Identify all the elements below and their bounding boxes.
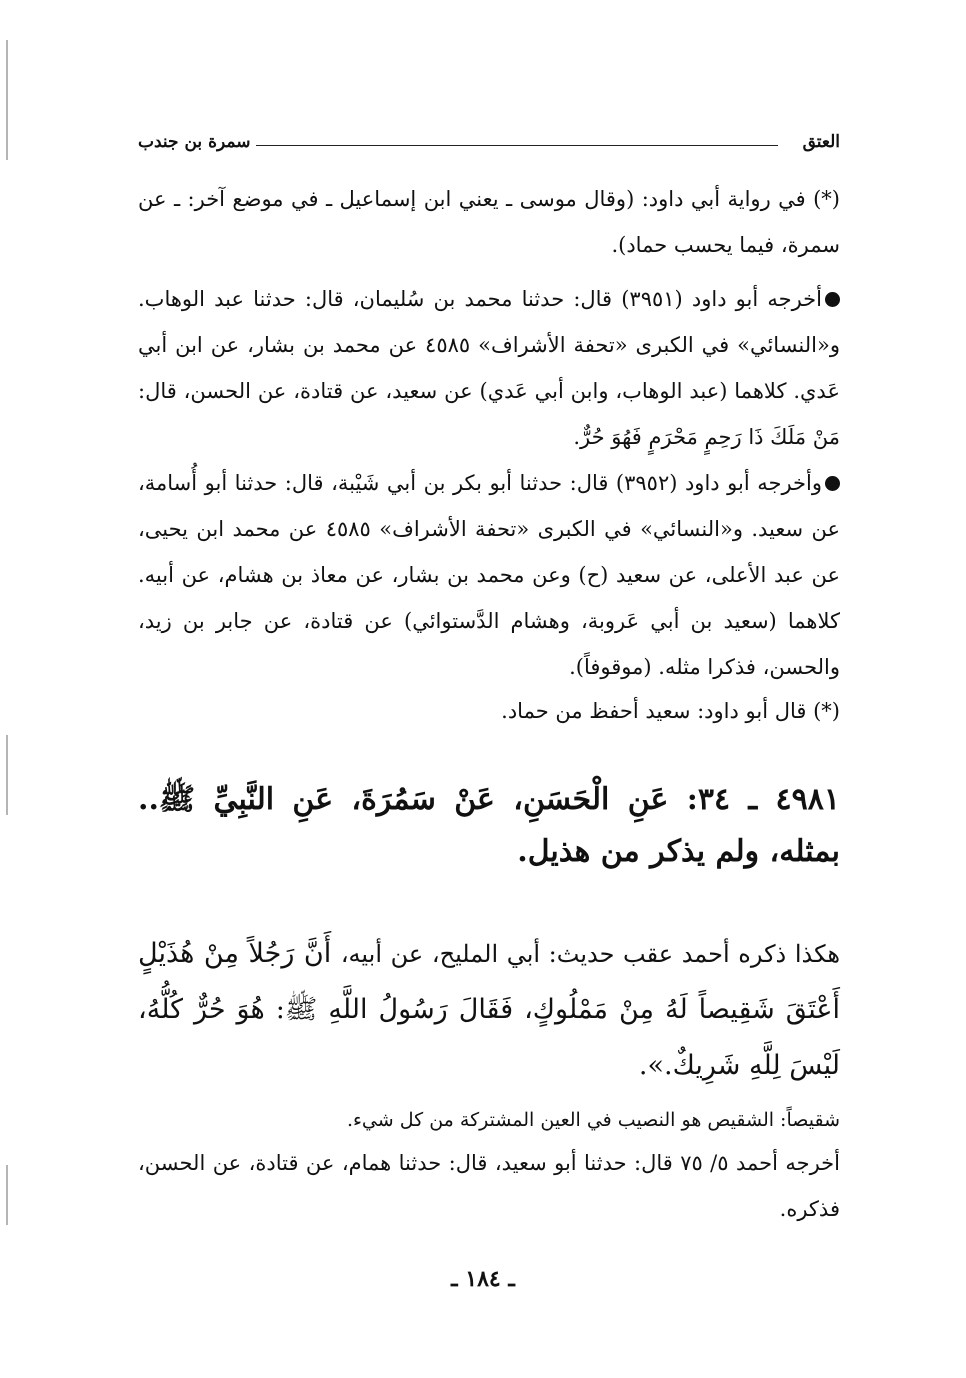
hadith-heading-text: ٤٩٨١ ـ ٣٤: عَنِ الْحَسَنِ، عَنْ سَمُرَةَ، عَنِ النَّبِيِّ ﷺ.. بمثله، ولم يذكر من هذيل.: [138, 782, 840, 869]
takhrij-text-1: أخرجه أبو داود (٣٩٥١) قال: حدثنا محمد بن سُليمان، قال: حدثنا عبد الوهاب. و«النسائي» في الكبرى «تحفة الأشراف» ٤٥٨٥ عن محمد بن بشار، عن ابن أبي عَدي. كلاهما (عبد الوهاب، وابن أبي عَدي) عن سعيد، عن قتادة، عن الحسن، قال: مَنْ مَلَكَ ذَا رَحِمٍ مَحْرَمٍ فَهُوَ حُرٌّ.: [138, 287, 840, 449]
section-title: سمرة بن جندب: [138, 132, 251, 152]
gloss-note: [138, 1098, 840, 1142]
hadith-body: [138, 926, 840, 1094]
takhrij-text-2: وأخرجه أبو داود (٣٩٥٢) قال: حدثنا أبو بكر بن أبي شَيْبة، قال: حدثنا أبو أُسامة، عن سعيد. و«النسائي» في الكبرى «تحفة الأشراف» ٤٥٨٥ عن محمد ابن يحيى، عن عبد الأعلى، عن سعيد (ح) وعن محمد بن بشار، عن معاذ بن هشام، عن أبيه. كلاهما (سعيد بن أبي عَروبة، وهشام الدَّستوائي) عن قتادة، عن جابر بن زيد، والحسن، فذكرا مثله. (موقوفاً).: [138, 471, 841, 679]
takhrij-text-3: أخرجه أحمد ٥/ ٧٥ قال: حدثنا أبو سعيد، قال: حدثنا همام، عن قتادة، عن الحسن، فذكره.: [138, 1151, 840, 1221]
scan-edge-mark: [6, 40, 8, 160]
hadith-main-text: أَنَّ رَجُلاً مِنْ هُذَيْلٍ أَعْتَقَ شَقِيصاً لَهُ مِنْ مَمْلُوكٍ، فَقَالَ رَسُولُ اللَّهِ ﷺ: هُوَ حُرٌّ كُلُّهُ، لَيْسَ لِلَّهِ شَرِيكٌ.».: [138, 938, 840, 1081]
scan-edge-mark: [6, 735, 8, 815]
takhrij-paragraph-1: [138, 276, 840, 460]
takhrij-paragraph-3: [138, 1140, 840, 1232]
running-header: [138, 128, 840, 156]
footnote-abu-dawud-text: (*) قال أبو داود: سعيد أحفظ من حماد.: [501, 699, 840, 723]
takhrij-paragraph-2: [138, 460, 840, 690]
scan-edge-mark: [6, 1165, 8, 1225]
chapter-title: العتق: [802, 132, 840, 152]
footnote-abu-dawud: [138, 688, 840, 734]
bullet-icon: [825, 292, 840, 307]
bullet-icon: [825, 476, 840, 491]
page-number: ـ ١٨٤ ـ: [451, 1266, 515, 1292]
header-rule: [256, 145, 778, 146]
footnote-variant: [138, 176, 840, 268]
hadith-lead-text: هكذا ذكره أحمد عقب حديث: أبي المليح، عن أبيه،: [340, 940, 840, 968]
footnote-variant-text: (*) في رواية أبي داود: (وقال موسى ـ يعني ابن إسماعيل ـ في موضع آخر: ـ عن سمرة، فيما يحسب حماد).: [138, 187, 840, 257]
hadith-heading: [138, 774, 840, 878]
gloss-note-text: شقيصاً: الشقيص هو النصيب في العين المشتركة من كل شيء.: [346, 1109, 840, 1131]
